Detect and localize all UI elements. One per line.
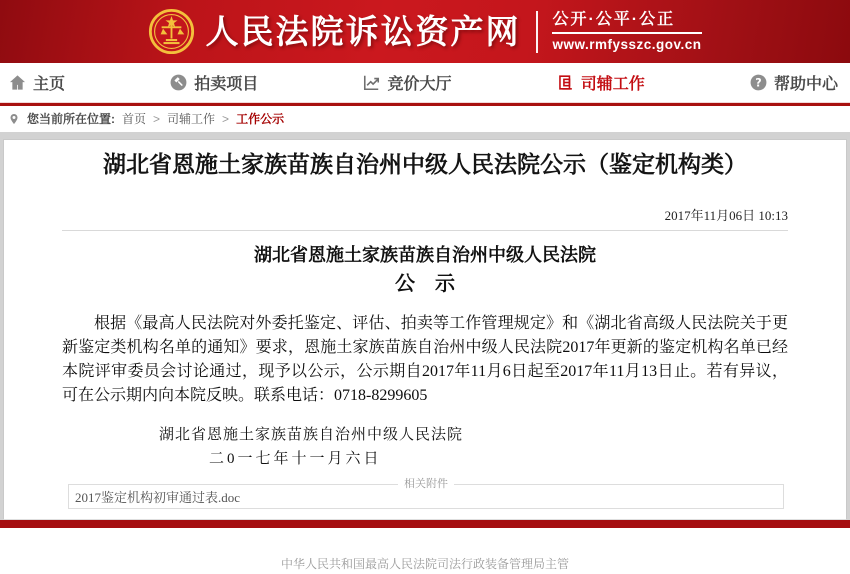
nav-item-label: 帮助中心 [773, 76, 838, 93]
home-icon [8, 73, 27, 92]
svg-text:?: ? [755, 76, 762, 90]
article-title: 湖北省恩施土家族苗族自治州中级人民法院公示（鉴定机构类） [103, 152, 747, 177]
court-name: 湖北省恩施土家族苗族自治州中级人民法院 [254, 245, 596, 265]
main-nav [0, 63, 850, 103]
nav-item-home[interactable] [8, 71, 65, 94]
footer-red-bar [0, 520, 850, 528]
breadcrumb-separator: > [153, 111, 161, 126]
nav-item-label: 主页 [33, 76, 66, 93]
location-pin-icon [8, 113, 20, 125]
article-datetime: 2017年11月06日 10:13 [664, 208, 788, 223]
site-url: www.rmfysszc.gov.cn [552, 37, 702, 53]
national-emblem-icon [148, 8, 195, 55]
site-header [0, 0, 850, 63]
nav-item-label: 司辅工作 [580, 76, 645, 93]
nav-item-auction-projects[interactable] [169, 71, 258, 94]
auction-gavel-icon [169, 73, 188, 92]
content-area [0, 132, 850, 520]
site-slogan: 公开·公平·公正 [552, 10, 676, 28]
bidding-chart-icon [362, 73, 381, 92]
attachment-file-link[interactable]: 2017鉴定机构初审通过表.doc [75, 490, 241, 505]
judicial-work-icon [556, 73, 575, 92]
nav-item-label: 拍卖项目 [194, 76, 259, 93]
nav-item-help-center[interactable] [749, 71, 838, 94]
site-footer: 中华人民共和国最高人民法院司法行政装备管理局主管 [280, 557, 569, 571]
notice-panel [3, 139, 847, 520]
nav-item-judicial-work[interactable] [556, 71, 645, 94]
header-divider [536, 11, 538, 53]
help-question-icon [749, 73, 768, 92]
breadcrumb-prefix: 您当前所在位置: [27, 112, 115, 126]
breadcrumb-separator: > [222, 111, 230, 126]
breadcrumb-item-work-notice[interactable]: 工作公示 [236, 112, 285, 126]
attachments-label: 相关附件 [398, 477, 454, 491]
breadcrumb [0, 103, 850, 132]
breadcrumb-item-home[interactable]: 首页 [122, 112, 147, 126]
nav-item-label: 竞价大厅 [387, 76, 452, 93]
attachments-box [68, 478, 784, 509]
notice-heading: 公 示 [395, 273, 455, 295]
site-name[interactable]: 人民法院诉讼资产网 [205, 13, 521, 50]
signature-date: 二0一七年十一月六日 [209, 451, 382, 467]
title-divider [62, 230, 788, 231]
breadcrumb-item-judicial-work[interactable]: 司辅工作 [167, 112, 216, 126]
nav-item-bidding-hall[interactable] [362, 71, 451, 94]
slogan-rule [552, 32, 701, 34]
notice-body: 根据《最高人民法院对外委托鉴定、评估、拍卖等工作管理规定》和《湖北省高级人民法院关于更新鉴定类机构名单的通知》要求，恩施土家族苗族自治州中级人民法院2017年更新的鉴定机构名单已经本院评审委员会讨论通过，现予以公示，公示期自2017年11月6日起至2017年11月13日止。若有异议，可在公示期内向本院反映。联系电话：0718-8299605 [62, 315, 788, 404]
signature-court: 湖北省恩施土家族苗族自治州中级人民法院 [159, 427, 464, 443]
